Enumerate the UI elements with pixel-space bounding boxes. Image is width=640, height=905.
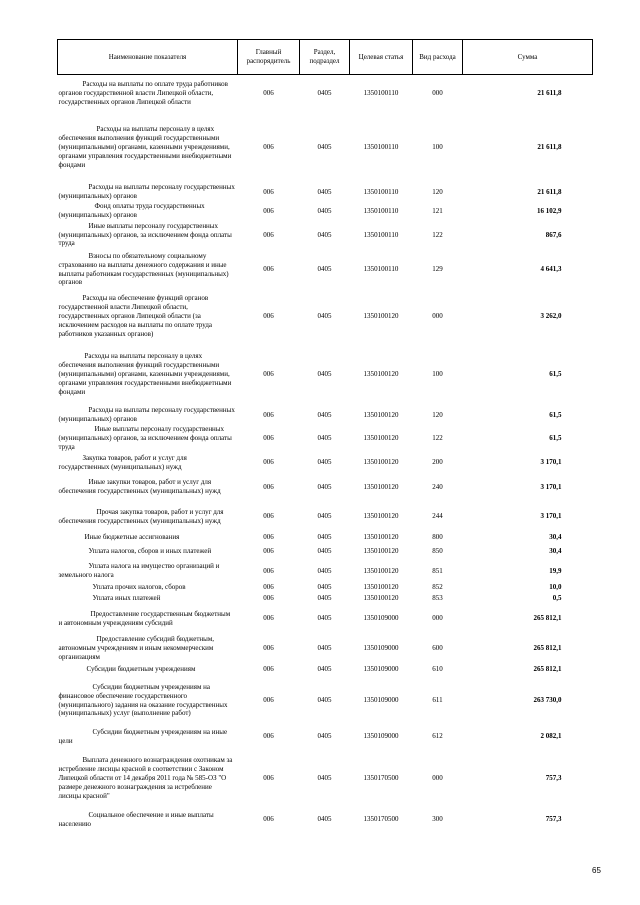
row-target-article: 1350109000	[363, 732, 399, 741]
page-number: 65	[592, 866, 601, 875]
row-name	[58, 344, 238, 406]
row-sum: 867,6	[545, 230, 562, 239]
row-target-article: 1350100120	[363, 547, 399, 556]
table-header	[58, 40, 593, 75]
row-sum: 61,5	[549, 434, 562, 443]
row-name	[58, 406, 238, 425]
row-main-administrator: 006	[263, 566, 274, 575]
row-section: 0405	[317, 593, 332, 602]
row-name-text: Иные выплаты персоналу государственных (муниципальных) органов, за исключением фонда оплаты труда	[58, 221, 232, 248]
table-row	[58, 221, 593, 250]
row-name-text: Предоставление государственным бюджетным и автономным учреждениям субсидий	[58, 609, 231, 627]
row-main-administrator: 006	[263, 143, 274, 152]
row-expense-type: 129	[432, 265, 443, 274]
table-row	[58, 183, 593, 202]
row-main-administrator: 006	[263, 512, 274, 521]
table-body	[58, 75, 593, 830]
row-expense-type: 300	[432, 815, 443, 824]
row-main-administrator: 006	[263, 434, 274, 443]
row-section: 0405	[317, 582, 332, 591]
row-section: 0405	[317, 312, 332, 321]
row-sum: 10,0	[549, 582, 562, 591]
row-target-article: 1350100120	[363, 593, 399, 602]
row-main-administrator: 006	[263, 815, 274, 824]
row-expense-type: 000	[432, 89, 443, 98]
row-name-text: Закупка товаров, работ и услуг для государственных (муниципальных) нужд	[58, 453, 187, 471]
row-sum: 265 812,1	[533, 665, 562, 674]
row-target-article: 1350109000	[363, 696, 399, 705]
table-row	[58, 502, 593, 532]
row-target-article: 1350100120	[363, 312, 399, 321]
row-name-text: Иные бюджетные ассигнования	[84, 532, 180, 541]
row-sum: 30,4	[549, 547, 562, 556]
row-section: 0405	[317, 665, 332, 674]
row-name	[58, 473, 238, 502]
table-row	[58, 593, 593, 604]
row-name	[58, 726, 238, 748]
row-name	[58, 453, 238, 473]
row-expense-type: 120	[432, 187, 443, 196]
row-name-text: Социальное обеспечение и иные выплаты населению	[58, 810, 214, 828]
row-name	[58, 75, 238, 113]
row-main-administrator: 006	[263, 547, 274, 556]
row-expense-type: 000	[432, 614, 443, 623]
row-section: 0405	[317, 512, 332, 521]
row-name-text: Прочая закупка товаров, работ и услуг для обеспечения государственных (муниципальных) нужд	[58, 507, 224, 525]
budget-table-wrap	[57, 39, 592, 830]
row-name	[58, 290, 238, 344]
table-row	[58, 290, 593, 344]
row-section: 0405	[317, 410, 332, 419]
row-name-text: Выплата денежного вознаграждения охотникам за истребление лисицы красной в соответствии с Законом Липецкой области от 14 декабря 2011 года № 585-ОЗ "О размере денежного вознаграждения за истребление лисицы красной"	[58, 756, 233, 800]
table-row	[58, 582, 593, 593]
row-main-administrator: 006	[263, 732, 274, 741]
row-section: 0405	[317, 815, 332, 824]
row-target-article: 1350100110	[363, 89, 399, 98]
table-row	[58, 543, 593, 561]
row-name-text: Субсидии бюджетным учреждениям	[86, 665, 196, 674]
row-expense-type: 610	[432, 665, 443, 674]
row-sum: 3 170,1	[540, 458, 562, 467]
row-expense-type: 100	[432, 143, 443, 152]
row-name	[58, 561, 238, 582]
row-target-article: 1350100110	[363, 265, 399, 274]
row-section: 0405	[317, 614, 332, 623]
row-target-article: 1350109000	[363, 644, 399, 653]
row-section: 0405	[317, 187, 332, 196]
row-expense-type: 850	[432, 547, 443, 556]
row-name-text: Расходы на выплаты персоналу в целях обеспечения выполнения функций государственными (муниципальными) органами, казенными учреждениями, органами управления государственными внебюджетными фондами	[58, 125, 232, 169]
row-target-article: 1350100110	[363, 230, 399, 239]
row-name	[58, 202, 238, 221]
row-section: 0405	[317, 434, 332, 443]
row-target-article: 1350100120	[363, 532, 399, 541]
row-name-text: Фонд оплаты труда государственных (муниципальных) органов	[58, 202, 205, 219]
table-row	[58, 664, 593, 676]
row-target-article: 1350170500	[363, 774, 399, 783]
row-target-article: 1350100120	[363, 370, 399, 379]
row-sum: 61,5	[549, 370, 562, 379]
row-section: 0405	[317, 732, 332, 741]
row-main-administrator: 006	[263, 696, 274, 705]
row-sum: 757,3	[545, 815, 562, 824]
row-sum: 265 812,1	[533, 644, 562, 653]
row-name-text: Предоставление субсидий бюджетным, автономным учреждениям и иным некоммерческим организациям	[58, 635, 215, 661]
row-main-administrator: 006	[263, 482, 274, 491]
row-sum: 30,4	[549, 532, 562, 541]
row-name	[58, 221, 238, 250]
row-name-text: Уплата прочих налогов, сборов	[92, 582, 186, 591]
row-main-administrator: 006	[263, 312, 274, 321]
row-name-text: Субсидии бюджетным учреждениям на финансовое обеспечение государственного (муниципального) задания на оказание государственных (муниципальных) услуг (выполнение работ)	[58, 682, 228, 718]
row-sum: 21 611,8	[537, 89, 562, 98]
row-target-article: 1350109000	[363, 614, 399, 623]
row-sum: 16 102,9	[537, 206, 562, 215]
row-expense-type: 600	[432, 644, 443, 653]
row-sum: 263 730,0	[533, 696, 562, 705]
row-name	[58, 604, 238, 634]
row-name	[58, 748, 238, 810]
row-expense-type: 120	[432, 410, 443, 419]
row-name	[58, 676, 238, 726]
row-section: 0405	[317, 566, 332, 575]
row-sum: 265 812,1	[533, 614, 562, 623]
row-sum: 0,5	[552, 593, 562, 602]
row-sum: 61,5	[549, 410, 562, 419]
row-section: 0405	[317, 696, 332, 705]
row-main-administrator: 006	[263, 665, 274, 674]
row-expense-type: 000	[432, 312, 443, 321]
header-section: Раздел, подраздел	[300, 40, 350, 75]
table-row	[58, 726, 593, 748]
row-target-article: 1350100120	[363, 410, 399, 419]
row-expense-type: 000	[432, 774, 443, 783]
row-name-text: Расходы на выплаты по оплате труда работников органов государственной власти Липецкой области, государственных органов Липецкой области	[58, 80, 228, 107]
row-name	[58, 532, 238, 543]
row-section: 0405	[317, 206, 332, 215]
table-row	[58, 202, 593, 221]
row-name-text: Уплата налога на имущество организаций и земельного налога	[58, 562, 220, 579]
row-main-administrator: 006	[263, 206, 274, 215]
row-section: 0405	[317, 532, 332, 541]
row-sum: 3 262,0	[540, 312, 562, 321]
row-name	[58, 425, 238, 453]
row-target-article: 1350100110	[363, 187, 399, 196]
row-main-administrator: 006	[263, 410, 274, 419]
table-row	[58, 748, 593, 810]
row-target-article: 1350100120	[363, 434, 399, 443]
row-section: 0405	[317, 458, 332, 467]
row-target-article: 1350100120	[363, 458, 399, 467]
row-name	[58, 183, 238, 202]
header-name: Наименование показателя	[58, 40, 238, 75]
table-row	[58, 425, 593, 453]
row-main-administrator: 006	[263, 582, 274, 591]
row-name-text: Иные закупки товаров, работ и услуг для обеспечения государственных (муниципальных) нужд	[58, 478, 221, 495]
row-expense-type: 851	[432, 566, 443, 575]
row-target-article: 1350100120	[363, 566, 399, 575]
table-row	[58, 473, 593, 502]
table-row	[58, 810, 593, 830]
row-target-article: 1350109000	[363, 665, 399, 674]
header-row	[58, 40, 593, 75]
row-section: 0405	[317, 482, 332, 491]
row-expense-type: 122	[432, 230, 443, 239]
row-expense-type: 240	[432, 482, 443, 491]
row-main-administrator: 006	[263, 458, 274, 467]
row-section: 0405	[317, 644, 332, 653]
row-name	[58, 664, 238, 676]
header-target-article: Целевая статья	[350, 40, 413, 75]
row-name-text: Расходы на выплаты персоналу государственных (муниципальных) органов	[58, 183, 235, 200]
row-sum: 2 082,1	[540, 732, 562, 741]
row-sum: 4 641,3	[540, 265, 562, 274]
row-main-administrator: 006	[263, 614, 274, 623]
row-target-article: 1350100120	[363, 512, 399, 521]
table-row	[58, 113, 593, 183]
table-row	[58, 344, 593, 406]
row-name-text: Уплата налогов, сборов и иных платежей	[88, 547, 212, 556]
row-name-text: Субсидии бюджетным учреждениям на иные цели	[58, 727, 228, 745]
table-row	[58, 561, 593, 582]
row-sum: 21 611,8	[537, 187, 562, 196]
row-section: 0405	[317, 89, 332, 98]
row-sum: 19,9	[549, 566, 562, 575]
row-section: 0405	[317, 265, 332, 274]
budget-table	[57, 39, 593, 830]
table-row	[58, 250, 593, 290]
row-name	[58, 810, 238, 830]
row-main-administrator: 006	[263, 532, 274, 541]
row-target-article: 1350100120	[363, 582, 399, 591]
row-main-administrator: 006	[263, 370, 274, 379]
row-name	[58, 582, 238, 593]
row-name-text: Расходы на выплаты персоналу государственных (муниципальных) органов	[58, 406, 235, 423]
row-target-article: 1350170500	[363, 815, 399, 824]
row-section: 0405	[317, 230, 332, 239]
table-row	[58, 406, 593, 425]
row-expense-type: 100	[432, 370, 443, 379]
row-sum: 3 170,1	[540, 512, 562, 521]
row-target-article: 1350100110	[363, 143, 399, 152]
row-main-administrator: 006	[263, 187, 274, 196]
row-sum: 21 611,8	[537, 143, 562, 152]
row-target-article: 1350100110	[363, 206, 399, 215]
row-section: 0405	[317, 774, 332, 783]
row-expense-type: 612	[432, 732, 443, 741]
table-row	[58, 453, 593, 473]
row-main-administrator: 006	[263, 593, 274, 602]
row-name	[58, 113, 238, 183]
row-main-administrator: 006	[263, 644, 274, 653]
row-expense-type: 122	[432, 434, 443, 443]
header-main-administrator: Главный распорядитель	[238, 40, 300, 75]
row-sum: 3 170,1	[540, 482, 562, 491]
row-name-text: Уплата иных платежей	[92, 593, 161, 602]
row-section: 0405	[317, 547, 332, 556]
row-expense-type: 121	[432, 206, 443, 215]
row-name-text: Взносы по обязательному социальному страхованию на выплаты денежного содержания и иные выплаты работникам государственных (муниципальных) органов	[58, 251, 229, 287]
header-sum: Сумма	[463, 40, 593, 75]
row-name-text: Расходы на обеспечение функций органов государственной власти Липецкой области, государственных органов Липецкой области (за исключением расходов на выплаты по оплате труда работников указанных органов)	[58, 294, 213, 338]
row-sum: 757,3	[545, 774, 562, 783]
row-expense-type: 800	[432, 532, 443, 541]
row-name	[58, 250, 238, 290]
row-main-administrator: 006	[263, 265, 274, 274]
row-section: 0405	[317, 143, 332, 152]
row-expense-type: 852	[432, 582, 443, 591]
table-row	[58, 676, 593, 726]
row-name	[58, 502, 238, 532]
row-name-text: Расходы на выплаты персоналу в целях обеспечения выполнения функций государственными (муниципальными) органами, казенными учреждениями, органами управления государственными внебюджетными фондами	[58, 352, 232, 396]
table-row	[58, 532, 593, 543]
header-expense-type: Вид расхода	[413, 40, 463, 75]
table-row	[58, 75, 593, 113]
row-section: 0405	[317, 370, 332, 379]
table-row	[58, 634, 593, 664]
row-main-administrator: 006	[263, 230, 274, 239]
row-main-administrator: 006	[263, 774, 274, 783]
row-target-article: 1350100120	[363, 482, 399, 491]
row-main-administrator: 006	[263, 89, 274, 98]
row-expense-type: 611	[432, 696, 443, 705]
row-expense-type: 853	[432, 593, 443, 602]
row-expense-type: 244	[432, 512, 443, 521]
row-name-text: Иные выплаты персоналу государственных (муниципальных) органов, за исключением фонда оплаты труда	[58, 425, 232, 451]
row-name	[58, 543, 238, 561]
table-row	[58, 604, 593, 634]
row-name	[58, 634, 238, 664]
row-expense-type: 200	[432, 458, 443, 467]
row-name	[58, 593, 238, 604]
